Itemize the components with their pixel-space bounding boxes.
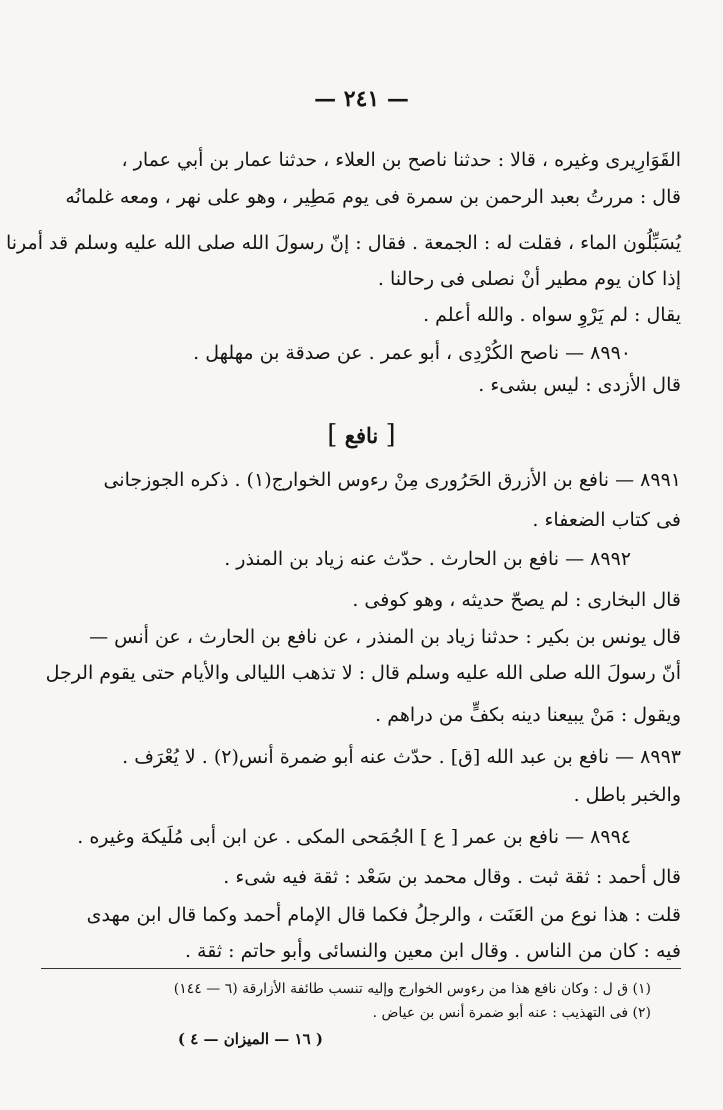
page-number: — ٢٤١ — — [314, 86, 409, 112]
text-line-11: قال البخارى : لم يصحّ حديثه ، وهو كوفى . — [352, 589, 681, 611]
text-line-9: فى كتاب الضعفاء . — [532, 509, 681, 531]
entry-8990: ٨٩٩٠ — ناصح الكُرْدِى ، أبو عمر . عن صدقة بن مهلهل . — [193, 342, 631, 364]
text-line-19: قلت : هذا نوع من العَنَت ، والرجلُ فكما قال الإمام أحمد وكما قال ابن مهدى — [86, 904, 681, 926]
section-bracket-close: ] — [327, 420, 338, 450]
text-line-2: قال : مررتُ بعبد الرحمن بن سمرة فى يوم مَطِير ، وهو على نهر ، ومعه غلمانُه — [65, 186, 681, 208]
text-line-20: فيه : كان من الناس . وقال ابن معين والنسائى وأبو حاتم : ثقة . — [184, 940, 681, 962]
footnote-divider — [41, 968, 681, 969]
text-line-3: يُسَبِّلُون الماء ، فقلت له : الجمعة . فقال : إنّ رسولَ الله صلى الله عليه وسلم قد أمرنا — [5, 232, 681, 254]
footnote-2: (٢) فى التهذيب : عنه أبو ضمرة أنس بن عياض . — [372, 1005, 651, 1021]
section-bracket-open: [ — [385, 420, 396, 450]
text-line-4: إذا كان يوم مطير أنْ نصلى فى رحالنا . — [377, 268, 681, 290]
entry-8992: ٨٩٩٢ — نافع بن الحارث . حدّث عنه زياد بن المنذر . — [224, 548, 631, 570]
section-heading — [0, 420, 723, 450]
text-line-14: ويقول : مَنْ يبيعنا دينه بكفٍّ من دراهم . — [375, 704, 681, 726]
entry-8993: ٨٩٩٣ — نافع بن عبد الله [ق] . حدّث عنه أبو ضمرة أنس(٢) . لا يُعْرَف . — [122, 746, 681, 768]
entry-8994: ٨٩٩٤ — نافع بن عمر [ ع ] الجُمَحى المكى . عن ابن أبى مُلَيكة وغيره . — [77, 826, 631, 848]
text-line-16: والخبر باطل . — [573, 784, 681, 806]
text-line-7: قال الأزدى : ليس بشىء . — [478, 374, 681, 396]
entry-8991: ٨٩٩١ — نافع بن الأزرق الحَرُورى مِنْ رءوس الخوارج(١) . ذكره الجوزجانى — [103, 469, 681, 491]
text-line-5: يقال : لم يَرْوِ سواه . والله أعلم . — [423, 304, 681, 326]
text-line-18: قال أحمد : ثقة ثبت . وقال محمد بن سَعْد : ثقة فيه شىء . — [223, 866, 681, 888]
section-heading-text: نافع — [344, 423, 379, 448]
text-line-12: قال يونس بن بكير : حدثنا زياد بن المنذر ، عن نافع بن الحارث ، عن أنس — — [89, 626, 681, 648]
text-line-1: القَوَارِيرى وغيره ، قالا : حدثنا ناصح بن العلاء ، حدثنا عمار بن أبي عمار ، — [121, 149, 681, 171]
signature-mark: ( ١٦ — الميزان — ٤ ) — [177, 1030, 323, 1048]
footnote-1: (١) ق ل : وكان نافع هذا من رءوس الخوارج وإليه تنسب طائفة الأزارقة (٦ — ١٤٤) — [173, 981, 651, 997]
text-line-13: أنّ رسولَ الله صلى الله عليه وسلم قال : لا تذهب الليالى والأيام حتى يقوم الرجل — [45, 662, 681, 684]
